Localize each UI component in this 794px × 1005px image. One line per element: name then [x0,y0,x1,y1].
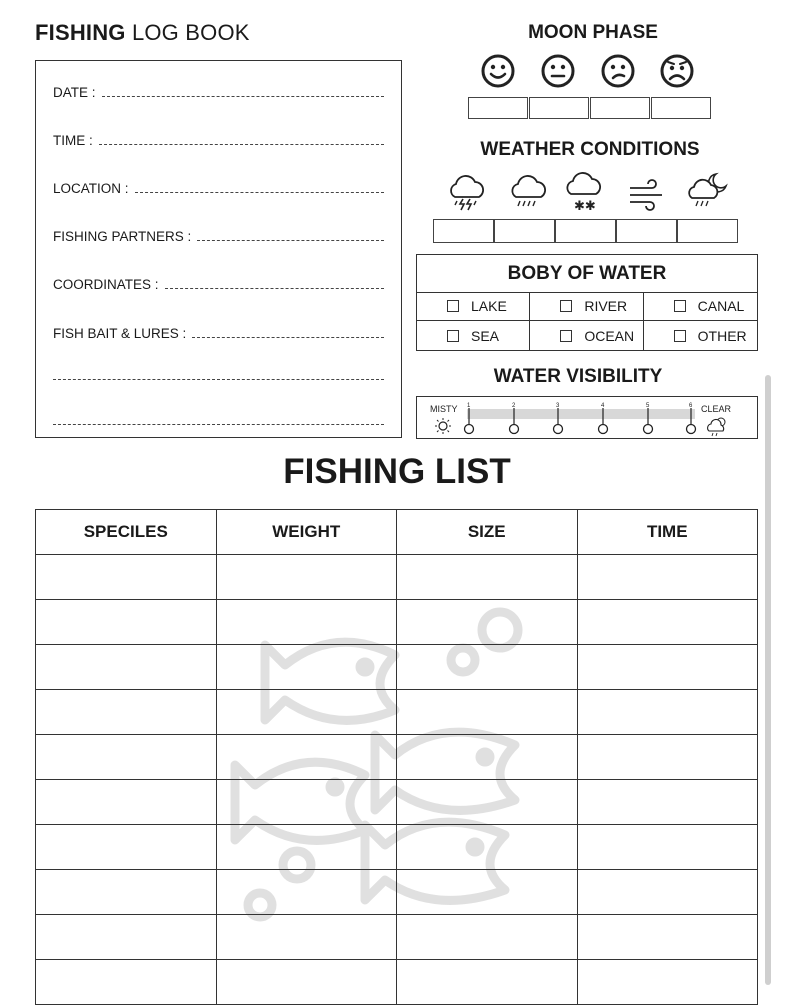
table-cell[interactable] [36,825,217,870]
time-field[interactable] [53,133,384,148]
table-row [36,600,758,645]
misty-label: MISTY [430,404,458,414]
table-cell[interactable] [397,735,578,780]
extra-line-1[interactable] [53,379,384,380]
extra-line-2[interactable] [53,424,384,425]
checkbox-icon[interactable] [560,330,572,342]
table-cell[interactable] [36,555,217,600]
table-row [36,780,758,825]
table-cell[interactable] [216,645,397,690]
body-of-water-box [416,254,758,351]
option-river[interactable]: RIVER [530,292,643,321]
scrollbar[interactable] [765,375,771,985]
scale-tick-label: 2 [512,403,516,409]
table-cell[interactable] [397,960,578,1005]
title-bold: FISHING [35,20,126,45]
table-cell[interactable] [216,735,397,780]
weather-box-3[interactable] [555,219,616,243]
weather-boxes [433,219,738,243]
column-species: SPECILES [36,510,217,555]
table-cell[interactable] [397,825,578,870]
clear-label: CLEAR [701,404,732,414]
fishing-list-table [35,509,758,1005]
table-row [36,735,758,780]
table-cell[interactable] [36,645,217,690]
rain-icon[interactable] [508,173,552,213]
weather-box-1[interactable] [433,219,494,243]
water-visibility-box [416,396,758,439]
table-header-row [36,510,758,555]
table-row [36,915,758,960]
table-row [36,645,758,690]
table-cell[interactable] [577,690,758,735]
coordinates-field[interactable] [53,277,384,292]
moon-box-1[interactable] [468,97,528,119]
table-cell[interactable] [36,960,217,1005]
page-title [35,20,250,46]
sun-icon [435,418,451,434]
table-cell[interactable] [36,735,217,780]
night-rain-icon[interactable] [686,170,730,210]
table-cell[interactable] [216,825,397,870]
neutral-face-icon[interactable] [541,54,575,88]
cloud-sun-icon [708,418,725,436]
table-cell[interactable] [397,780,578,825]
water-visibility-title: WATER VISIBILITY [493,366,663,387]
moon-box-2[interactable] [529,97,589,119]
date-label: DATE : [53,85,96,100]
partners-label: FISHING PARTNERS : [53,229,192,244]
moon-box-4[interactable] [651,97,711,119]
bait-label: FISH BAIT & LURES : [53,326,187,341]
table-cell[interactable] [397,645,578,690]
checkbox-icon[interactable] [560,300,572,312]
column-weight: WEIGHT [216,510,397,555]
location-field[interactable] [53,181,384,196]
table-cell[interactable] [36,915,217,960]
table-row [36,555,758,600]
table-cell[interactable] [577,825,758,870]
moon-phase-title: MOON PHASE [528,22,658,43]
table-cell[interactable] [577,870,758,915]
table-cell[interactable] [216,915,397,960]
table-cell[interactable] [36,870,217,915]
scale-point [644,425,653,434]
trip-info-box [35,60,402,438]
scale-point [554,425,563,434]
bait-field[interactable] [53,326,384,341]
scale-tick-label: 3 [556,403,560,409]
option-ocean[interactable]: OCEAN [530,321,643,350]
body-of-water-title: BOBY OF WATER [417,255,757,293]
title-light: LOG BOOK [131,20,250,45]
happy-face-icon[interactable] [481,54,515,88]
table-cell[interactable] [577,735,758,780]
sad-face-icon[interactable] [660,54,694,88]
checkbox-icon[interactable] [447,330,459,342]
table-row [36,960,758,1005]
weather-box-5[interactable] [677,219,738,243]
scale-tick-label: 1 [467,403,471,409]
table-cell[interactable] [216,870,397,915]
option-canal[interactable]: CANAL [644,292,757,321]
scale-point [510,425,519,434]
table-row [36,825,758,870]
checkbox-icon[interactable] [674,300,686,312]
weather-title: WEATHER CONDITIONS [480,139,700,160]
column-time: TIME [577,510,758,555]
table-cell[interactable] [216,960,397,1005]
scale-point [465,425,474,434]
location-label: LOCATION : [53,181,129,196]
moon-phase-boxes [468,97,711,119]
table-cell[interactable] [397,600,578,645]
table-cell[interactable] [216,690,397,735]
table-cell[interactable] [36,690,217,735]
fishing-list-title: FISHING LIST [283,452,511,491]
option-sea[interactable]: SEA [417,321,530,350]
table-cell[interactable] [36,600,217,645]
snow-icon[interactable] [563,172,607,212]
table-cell[interactable] [397,870,578,915]
table-cell[interactable] [397,690,578,735]
checkbox-icon[interactable] [447,300,459,312]
table-cell[interactable] [577,600,758,645]
weather-box-4[interactable] [616,219,677,243]
table-cell[interactable] [216,600,397,645]
time-label: TIME : [53,133,93,148]
table-cell[interactable] [36,780,217,825]
svg-text:✱✱: ✱✱ [574,199,596,212]
table-cell[interactable] [577,555,758,600]
table-cell[interactable] [577,960,758,1005]
thunderstorm-icon[interactable] [445,173,489,213]
date-field[interactable] [53,85,384,100]
visibility-scale[interactable] [417,397,756,437]
scale-tick-label: 6 [689,403,693,409]
table-cell[interactable] [397,555,578,600]
option-other[interactable]: OTHER [644,321,757,350]
checkbox-icon[interactable] [674,330,686,342]
table-cell[interactable] [577,780,758,825]
scale-point [687,425,696,434]
column-size: SIZE [397,510,578,555]
table-cell[interactable] [577,915,758,960]
scale-tick-label: 5 [646,403,650,409]
scale-tick-label: 4 [601,403,605,409]
table-cell[interactable] [216,555,397,600]
table-row [36,870,758,915]
table-cell[interactable] [216,780,397,825]
table-cell[interactable] [397,915,578,960]
partners-field[interactable] [53,229,384,244]
moon-box-3[interactable] [590,97,650,119]
table-row [36,690,758,735]
wind-icon[interactable] [626,176,670,216]
weather-box-2[interactable] [494,219,555,243]
option-lake[interactable]: LAKE [417,292,530,321]
coordinates-label: COORDINATES : [53,277,159,292]
worried-face-icon[interactable] [601,54,635,88]
table-cell[interactable] [577,645,758,690]
scale-point [599,425,608,434]
